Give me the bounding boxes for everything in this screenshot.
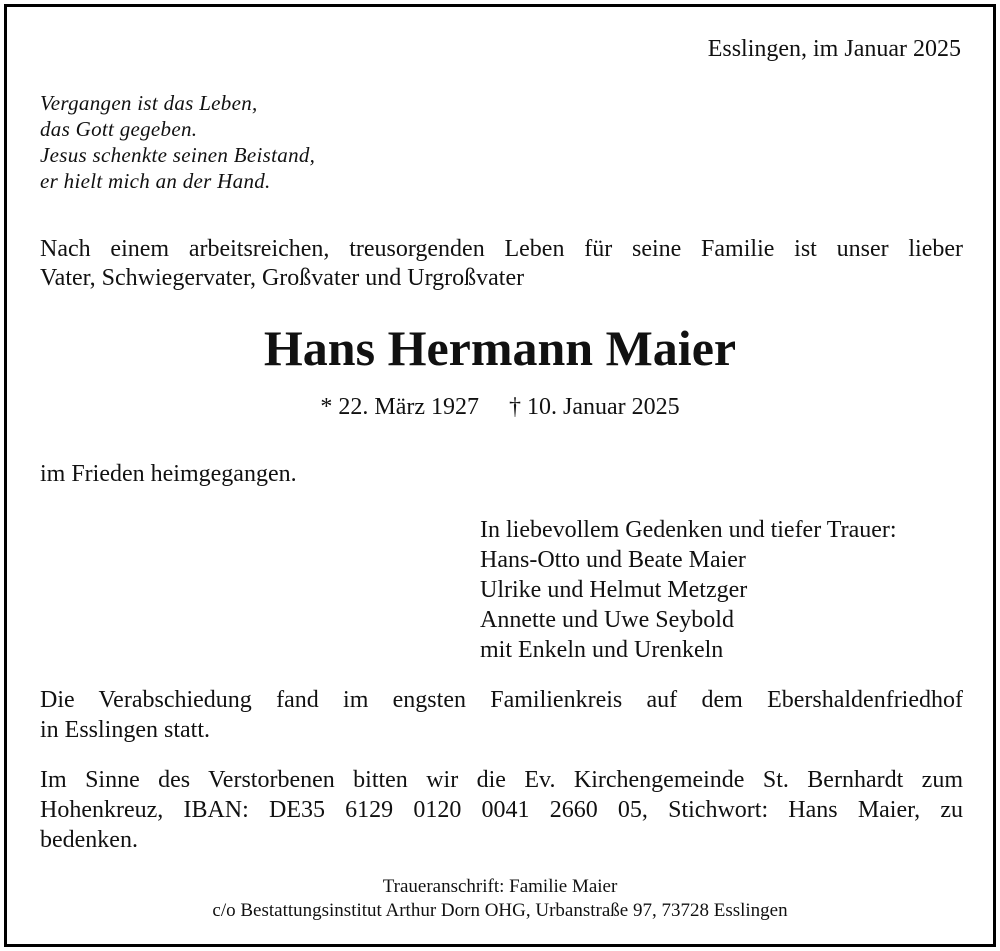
mourner-name: Annette und Uwe Seybold (480, 607, 734, 633)
intro-line: Nach einem arbeitsreichen, treusorgenden Leben für seine Familie ist unser lieber (40, 236, 963, 262)
poem-line: er hielt mich an der Hand. (40, 169, 271, 193)
donation-line: Im Sinne des Verstorbenen bitten wir die Ev. Kirchengemeinde St. Bernhardt zum (40, 767, 963, 793)
mourner-name: Hans-Otto und Beate Maier (480, 547, 746, 573)
poem-line: das Gott gegeben. (40, 117, 198, 141)
life-dates (7, 392, 993, 422)
intro-line: Vater, Schwiegervater, Großvater und Urgroßvater (40, 265, 525, 291)
donation-line: Hohenkreuz, IBAN: DE35 6129 0120 0041 2660 05, Stichwort: Hans Maier, zu (40, 797, 963, 823)
poem-line: Vergangen ist das Leben, (40, 91, 258, 115)
farewell-paragraph (40, 685, 963, 745)
obituary-notice (4, 4, 996, 947)
deceased-name: Hans Hermann Maier (263, 320, 737, 376)
mourning-address-line: Traueranschrift: Familie Maier (382, 876, 618, 897)
mourning-address-line: c/o Bestattungsinstitut Arthur Dorn OHG, Urbanstraße 97, 73728 Esslingen (212, 900, 788, 921)
birth-date: * 22. März 1927 (320, 394, 479, 420)
intro-text (40, 235, 963, 293)
farewell-line: Die Verabschiedung fand im engsten Familienkreis auf dem Ebershaldenfriedhof (40, 687, 963, 713)
death-date: † 10. Januar 2025 (509, 394, 680, 420)
passing-text: im Frieden heimgegangen. (40, 461, 297, 487)
donation-line: bedenken. (40, 827, 138, 853)
mourning-address (7, 875, 993, 923)
poem (40, 90, 315, 194)
poem-line: Jesus schenkte seinen Beistand, (40, 143, 316, 167)
mourners-intro: In liebevollem Gedenken und tiefer Trauer: (480, 517, 897, 543)
farewell-line: in Esslingen statt. (40, 717, 210, 743)
place-date: Esslingen, im Januar 2025 (707, 36, 961, 62)
donation-paragraph (40, 765, 963, 855)
mourner-name: Ulrike und Helmut Metzger (480, 577, 748, 603)
mourner-name: mit Enkeln und Urenkeln (480, 637, 724, 663)
mourners-block (480, 515, 897, 665)
